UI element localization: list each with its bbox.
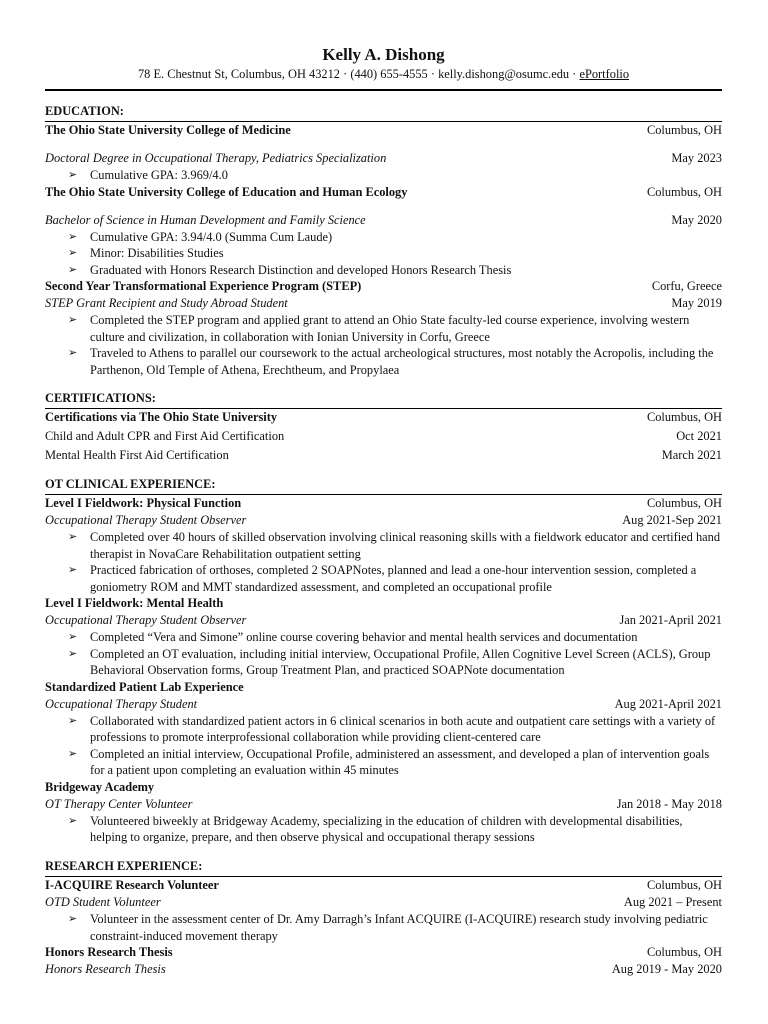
bullet-item: ➢ Minor: Disabilities Studies (68, 246, 224, 260)
bullet-item: ➢ Completed an OT evaluation, including initial interview, Occupational Profile, Allen Cognitive Level Screen (ACLS), Group Behavioral Observation forms, Group Treatment Plan, and practiced SOAPNote documentation (68, 646, 711, 677)
entry-org: The Ohio State University College of Medicine (45, 123, 291, 137)
certifications-section (45, 390, 722, 466)
certification-date: March 2021 (661, 448, 722, 462)
arrow-bullet-icon: ➢ (68, 314, 78, 326)
bullet-item: ➢ Completed an initial interview, Occupational Profile, administered an assessment, and developed a plan of intervention goals for a patient upon completing an evaluation within 45 minutes (68, 746, 710, 777)
entry-location: Columbus, OH (646, 410, 722, 424)
bullet-item: ➢ Completed the STEP program and applied grant to attend an Ohio State faculty-led course experience, involving western culture and civilization, in collaboration with Ionian University in Corfu, Greece (68, 313, 690, 344)
entry-role: Bachelor of Science in Human Development and Family Science (45, 212, 366, 227)
education-entry (45, 278, 722, 378)
certification-date: Oct 2021 (676, 429, 722, 443)
research-section (45, 858, 722, 978)
clinical-entry (45, 679, 722, 779)
bullet-item: ➢ Cumulative GPA: 3.969/4.0 (68, 168, 228, 182)
research-title: RESEARCH EXPERIENCE: (45, 858, 722, 877)
entry-role: STEP Grant Recipient and Study Abroad Student (45, 296, 288, 310)
entry-location: Corfu, Greece (651, 279, 722, 293)
bullet-item: ➢ Practiced fabrication of orthoses, completed 2 SOAPNotes, planned and lead a one-hour intervention session, completed a goniometry ROM and MMT standardized assessment, and completed an occupational profile (68, 563, 697, 594)
entry-location: Columbus, OH (646, 496, 722, 510)
entry-date: Aug 2021-Sep 2021 (622, 513, 722, 527)
bullet-item: ➢ Traveled to Athens to parallel our coursework to the actual archeological structures, most notably the Acropolis, including the Parthenon, Old Temple of Athena, Erechtheum, and Propylaea (68, 346, 714, 377)
entry-role: Honors Research Thesis (45, 962, 166, 976)
entry-org: Second Year Transformational Experience Program (STEP) (45, 279, 362, 293)
entry-date: Aug 2019 - May 2020 (611, 962, 722, 976)
contact-details: 78 E. Chestnut St, Columbus, OH 43212 · (440) 655-4555 · kelly.dishong@osumc.edu · (137, 67, 580, 81)
entry-role: Doctoral Degree in Occupational Therapy, Pediatrics Specialization (45, 151, 387, 165)
entry-org: Honors Research Thesis (45, 945, 173, 959)
entry-date: Aug 2021-April 2021 (614, 696, 722, 711)
certifications-title: CERTIFICATIONS: (45, 390, 722, 409)
arrow-bullet-icon: ➢ (68, 347, 78, 359)
entry-org: The Ohio State University College of Education and Human Ecology (45, 184, 408, 199)
entry-org: I-ACQUIRE Research Volunteer (45, 878, 219, 892)
contact-line (45, 66, 722, 83)
entry-location: Columbus, OH (646, 878, 722, 892)
arrow-bullet-icon: ➢ (68, 714, 78, 727)
bullet-item: ➢ Volunteered biweekly at Bridgeway Academy, specializing in the education of children with developmental disabilities, helping to organize, prepare, and then observe physical and occupational therapy sessions (68, 813, 683, 844)
header-rule (45, 89, 722, 91)
arrow-bullet-icon: ➢ (68, 814, 78, 827)
bullet-item: ➢ Volunteer in the assessment center of Dr. Amy Darragh’s Infant ACQUIRE (I-ACQUIRE) research study involving pediatric constraint-induced movement therapy (68, 912, 708, 943)
research-entry (45, 944, 722, 978)
entry-org: Certifications via The Ohio State University (45, 410, 278, 424)
education-section (45, 103, 722, 378)
entry-date: Jan 2018 - May 2018 (616, 796, 722, 811)
bullet-item: ➢ Cumulative GPA: 3.94/4.0 (Summa Cum Laude) (68, 229, 333, 244)
entry-location: Columbus, OH (646, 123, 722, 137)
entry-location: Columbus, OH (646, 945, 722, 959)
candidate-name: Kelly A. Dishong (322, 45, 445, 64)
entry-org: Standardized Patient Lab Experience (45, 679, 244, 694)
arrow-bullet-icon: ➢ (68, 747, 78, 760)
arrow-bullet-icon: ➢ (68, 564, 78, 576)
arrow-bullet-icon: ➢ (68, 631, 78, 643)
arrow-bullet-icon: ➢ (68, 263, 78, 276)
entry-date: May 2020 (671, 212, 722, 227)
arrow-bullet-icon: ➢ (68, 647, 78, 660)
eportfolio-link[interactable]: ePortfolio (579, 67, 630, 81)
research-entry (45, 877, 722, 944)
bullet-item: ➢ Completed “Vera and Simone” online course covering behavior and mental health services and documentation (68, 630, 638, 644)
arrow-bullet-icon: ➢ (68, 531, 78, 543)
clinical-entry (45, 495, 722, 595)
entry-date: Jan 2021-April 2021 (619, 613, 722, 627)
certification-name: Child and Adult CPR and First Aid Certification (45, 429, 285, 443)
entry-role: Occupational Therapy Student (45, 696, 198, 711)
entry-role: OTD Student Volunteer (45, 895, 161, 909)
entry-location: Columbus, OH (646, 184, 722, 199)
clinical-entry (45, 779, 722, 846)
entry-role: Occupational Therapy Student Observer (45, 613, 247, 627)
entry-date: May 2023 (671, 151, 722, 165)
resume-header (45, 44, 722, 83)
clinical-entry (45, 595, 722, 679)
bullet-item: ➢ Collaborated with standardized patient actors in 6 clinical scenarios in both acute and outpatient care settings with a variety of professions to promote interprofessional collaboration while providing client-centered care (68, 713, 716, 744)
clinical-section (45, 476, 722, 846)
education-entry (45, 184, 722, 279)
entry-role: Occupational Therapy Student Observer (45, 513, 247, 527)
entry-org: Level I Fieldwork: Mental Health (45, 596, 224, 610)
entry-role: OT Therapy Center Volunteer (45, 796, 193, 811)
arrow-bullet-icon: ➢ (68, 247, 78, 259)
clinical-title: OT CLINICAL EXPERIENCE: (45, 476, 722, 495)
entry-org: Level I Fieldwork: Physical Function (45, 496, 242, 510)
bullet-item: ➢ Completed over 40 hours of skilled observation involving clinical reasoning skills with a fieldwork educator and certified hand therapist in NovaCare Rehabilitation outpatient setting (68, 530, 721, 561)
entry-date: May 2019 (671, 296, 722, 310)
arrow-bullet-icon: ➢ (68, 230, 78, 243)
certification-name: Mental Health First Aid Certification (45, 448, 229, 462)
entry-org: Bridgeway Academy (45, 779, 155, 794)
education-title: EDUCATION: (45, 103, 722, 122)
bullet-item: ➢ Graduated with Honors Research Distinction and developed Honors Research Thesis (68, 262, 512, 277)
entry-date: Aug 2021 – Present (623, 895, 722, 909)
arrow-bullet-icon: ➢ (68, 169, 78, 181)
arrow-bullet-icon: ➢ (68, 913, 78, 925)
education-entry (45, 122, 722, 184)
